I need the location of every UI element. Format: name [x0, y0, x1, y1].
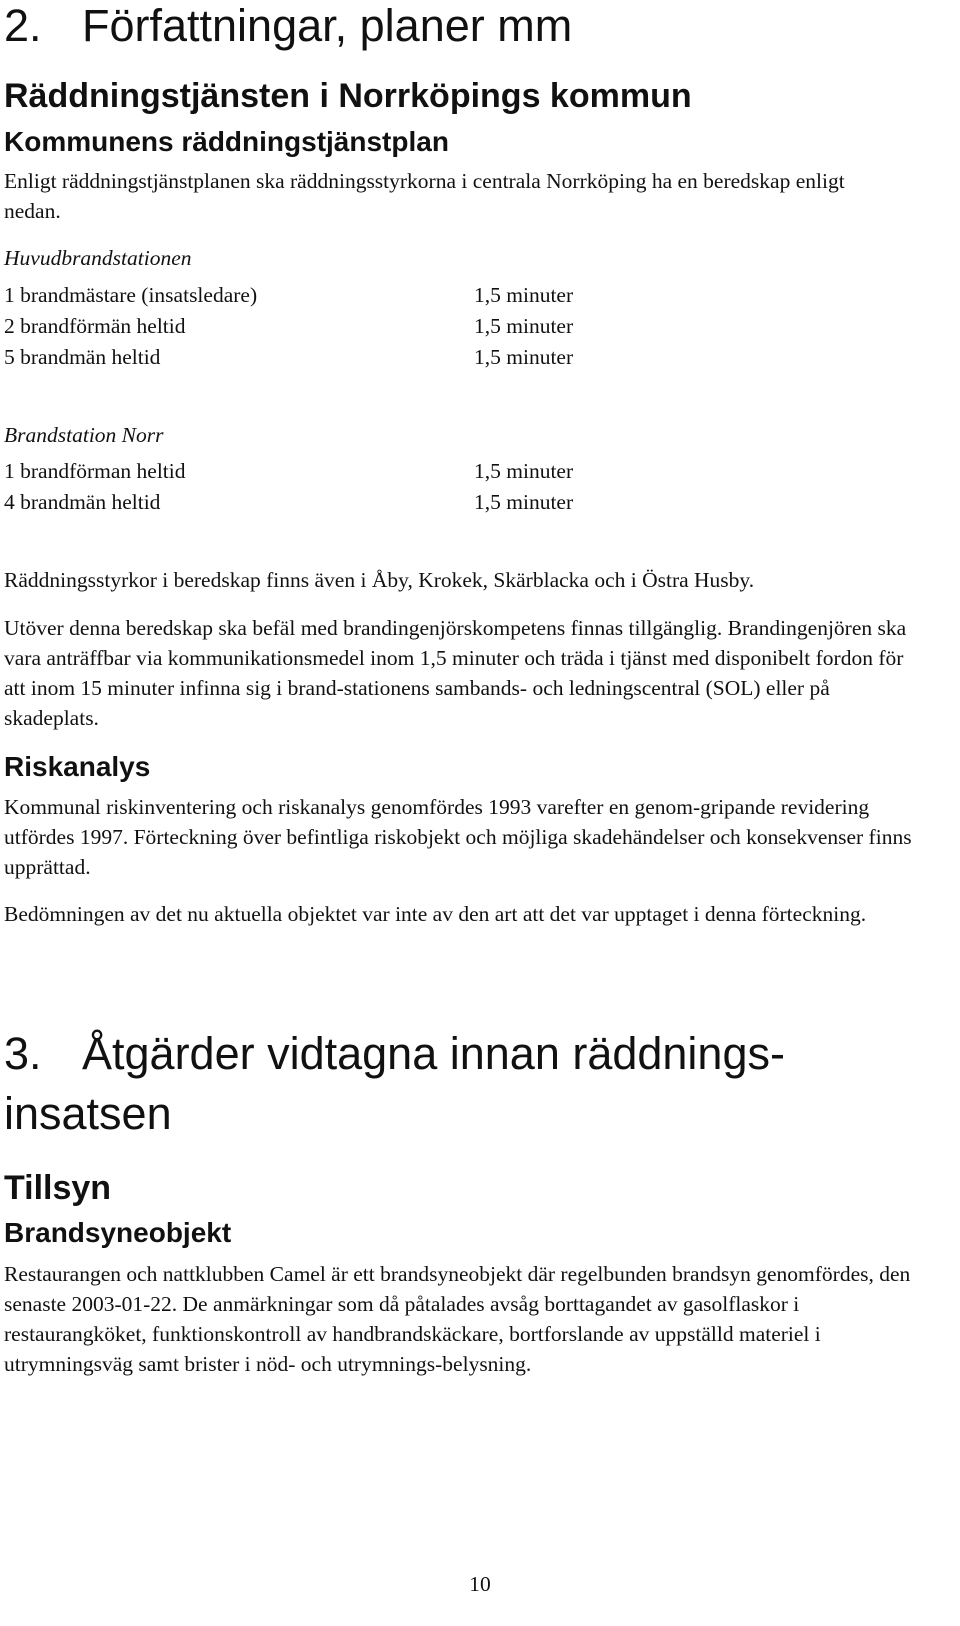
station-row-role: 2 brandförmän heltid — [4, 314, 186, 338]
other-stations-paragraph: Räddningsstyrkor i beredskap finns även i Åby, Krokek, Skärblacka och i Östra Husby. — [4, 568, 755, 592]
station-row-time: 1,5 minuter — [474, 459, 574, 483]
station-row-time: 1,5 minuter — [474, 283, 574, 307]
station-row-role: 1 brandmästare (insatsledare) — [4, 283, 258, 307]
station-row-role: 4 brandmän heltid — [4, 490, 161, 514]
section-3-subheading: Brandsyneobjekt — [4, 1217, 232, 1248]
intro-paragraph: Enligt räddningstjänstplanen ska räddningsstyrkorna i centrala Norrköping ha en beredskap enligt nedan. — [4, 169, 845, 223]
section-3-heading — [4, 1028, 785, 1080]
station-name: Brandstation Norr — [4, 423, 164, 447]
station-row-time: 1,5 minuter — [474, 490, 574, 514]
section-2-subheading: Kommunens räddningstjänstplan — [4, 126, 449, 157]
station-row-time: 1,5 minuter — [474, 345, 574, 369]
section-2-number: 2. — [4, 0, 42, 51]
section-2-subtitle: Räddningstjänsten i Norrköpings kommun — [4, 77, 692, 115]
section-2-title: Författningar, planer mm — [82, 0, 573, 51]
station-row-time: 1,5 minuter — [474, 314, 574, 338]
station-name: Huvudbrandstationen — [4, 246, 192, 270]
section-3-title-line-1: Åtgärder vidtagna innan räddnings- — [82, 1028, 785, 1079]
station-row-role: 1 brandförman heltid — [4, 459, 186, 483]
section-3-heading-continued: insatsen — [4, 1088, 172, 1139]
officer-paragraph: Utöver denna beredskap ska befäl med brandingenjörskompetens finnas tillgänglig. Brandingenjören ska vara anträffbar via kommunikationsmedel inom 1,5 minuter och träda i tjänst med disponibelt fordon för att inom 15 minuter infinna sig i brand-stationens sambands- och ledningscentral (SOL) eller på skadeplats. — [4, 616, 907, 730]
risk-heading: Riskanalys — [4, 751, 151, 782]
section-2-heading — [4, 0, 572, 52]
assessment-paragraph: Bedömningen av det nu aktuella objektet var inte av den art att det var upptaget i denna förteckning. — [4, 902, 867, 926]
station-row-role: 5 brandmän heltid — [4, 345, 161, 369]
page-number: 10 — [469, 1572, 491, 1596]
risk-paragraph: Kommunal riskinventering och riskanalys genomfördes 1993 varefter en genom-gripande revidering utfördes 1997. Förteckning över befintliga riskobjekt och möjliga skadehändelser och konsekvenser finns upprättad. — [4, 795, 912, 879]
section-3-number: 3. — [4, 1028, 42, 1079]
inspection-paragraph: Restaurangen och nattklubben Camel är ett brandsyneobjekt där regelbunden brandsyn genomfördes, den senaste 2003-01-22. De anmärkningar som då påtalades avsåg borttagandet av gasolflaskor i restaurangköket, funktionskontroll av handbrandskäckare, bortforslande av uppställd materiel i utrymningsväg samt brister i nöd- och utrymnings-belysning. — [4, 1262, 911, 1376]
section-3-subtitle: Tillsyn — [4, 1169, 112, 1207]
